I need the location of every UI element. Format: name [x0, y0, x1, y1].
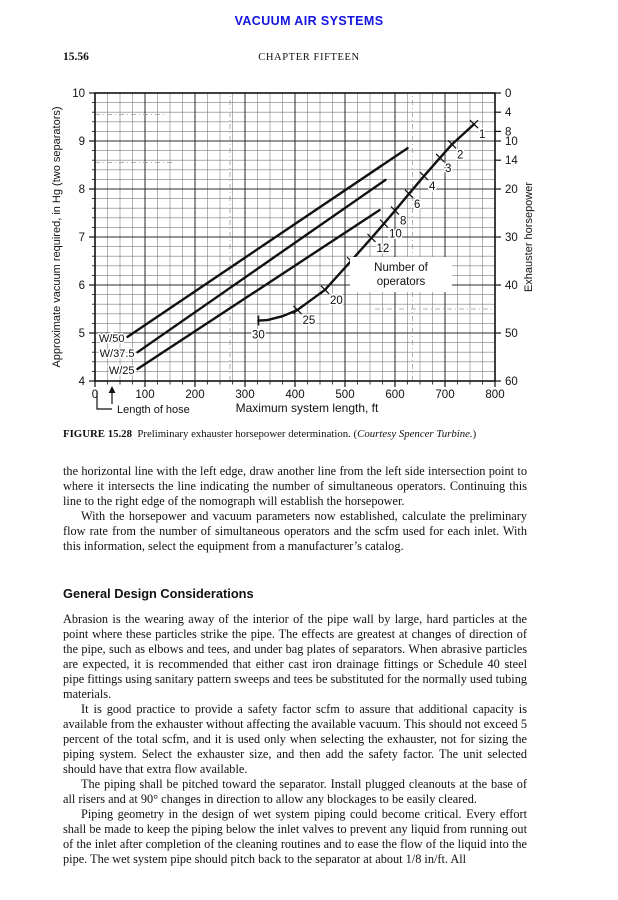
figure-caption-suffix: ) — [472, 428, 477, 440]
grid-major — [95, 93, 495, 381]
svg-text:20: 20 — [505, 184, 518, 196]
hose-line — [128, 148, 408, 337]
svg-text:10: 10 — [505, 136, 518, 148]
x-axis-label: Maximum system length, ft — [235, 401, 379, 415]
svg-text:300: 300 — [235, 389, 255, 401]
operator-marker-label: 25 — [302, 314, 316, 327]
operators-box-line2: operators — [376, 276, 426, 288]
operator-marker-label: 20 — [330, 294, 343, 307]
hose-line-label: W/25 — [108, 365, 135, 377]
svg-text:9: 9 — [78, 136, 85, 148]
operators-box — [350, 257, 452, 292]
figure-caption — [63, 428, 535, 441]
svg-text:600: 600 — [385, 389, 405, 401]
running-header-title: VACUUM AIR SYSTEMS — [234, 14, 384, 28]
svg-text:800: 800 — [485, 389, 505, 401]
paragraph: It is good practice to provide a safety factor scfm to assure that additional capacity is available from the exhauster without affecting the available vacuum. This should not exceed 5 percent of the total scfm, and it is used only when selecting the exhauster, not for sizing the piping system. Select the exhauster size, and then add the safety factor. The unit selected should have that extra flow available. — [63, 702, 527, 776]
svg-text:100: 100 — [135, 389, 155, 401]
svg-text:5: 5 — [78, 328, 85, 340]
paragraph: The piping shall be pitched toward the separator. Install plugged cleanouts at the base of all risers and at 90° changes in direction to allow any blockages to be easily cleared. — [63, 777, 527, 806]
svg-text:14: 14 — [505, 155, 518, 168]
svg-text:200: 200 — [185, 389, 205, 401]
body-text — [63, 464, 527, 867]
figure-caption-text: Preliminary exhauster horsepower determination. ( — [137, 428, 358, 440]
operators-box-line1: Number of — [374, 262, 428, 274]
operator-curve — [259, 124, 475, 325]
operator-marker-label: 1 — [479, 129, 486, 142]
paragraph: Abrasion is the wearing away of the interior of the pipe wall by large, hard particles at the point where these particles strike the pipe. The effects are greatest at changes of direction of the pipe, such as elbows and tees, and under bag plates of separators. When abrasive particles are expected, it is recommended that either cast iron drainage fittings or Schedule 40 steel pipe fittings using sanitary pattern sweeps and tees be substituted for the normally used tubing materials. — [63, 612, 527, 701]
svg-text:700: 700 — [435, 389, 455, 401]
hose-line-label: W/50 — [98, 332, 125, 345]
svg-text:60: 60 — [505, 376, 518, 388]
figure-caption-label: FIGURE 15.28 — [63, 428, 132, 440]
svg-text:8: 8 — [78, 184, 85, 196]
operator-marker-label: 12 — [376, 242, 390, 255]
svg-text:10: 10 — [72, 88, 85, 100]
operator-marker-label: 2 — [457, 149, 464, 162]
svg-text:7: 7 — [78, 232, 85, 244]
page-number: 15.56 — [63, 51, 89, 63]
y-axis-label-left: Approximate vacuum required, in Hg (two separators) — [51, 106, 63, 368]
svg-text:4: 4 — [78, 376, 85, 388]
svg-text:0: 0 — [91, 389, 99, 401]
svg-text:30: 30 — [505, 232, 518, 244]
svg-text:500: 500 — [335, 389, 355, 401]
operator-marker-label: 4 — [429, 181, 436, 194]
operator-marker-label: 8 — [400, 215, 407, 228]
operator-marker-label: 30 — [252, 329, 265, 342]
svg-text:40: 40 — [505, 280, 518, 292]
operator-marker-label: 6 — [414, 198, 421, 211]
paragraph: Piping geometry in the design of wet system piping could become critical. Every effort shall be made to keep the piping below the inlet valves to prevent any liquid from running out of the inlet after completion of the cleaning routines and to ease the flow of the liquid into the pipe. The wet system pipe should pitch back to the separator at about 1/8 in/ft. All — [63, 807, 527, 866]
svg-text:6: 6 — [78, 280, 85, 292]
svg-text:400: 400 — [285, 389, 305, 401]
y-axis-label-right: Exhauster horsepower — [523, 181, 535, 293]
svg-text:4: 4 — [505, 107, 512, 120]
chapter-title: CHAPTER FIFTEEN — [258, 52, 360, 63]
svg-text:0: 0 — [505, 88, 512, 100]
figure-caption-courtesy: Courtesy Spencer Turbine. — [357, 428, 473, 440]
svg-text:50: 50 — [505, 328, 518, 340]
operator-marker-label: 10 — [389, 228, 402, 241]
nomograph-svg — [40, 82, 560, 422]
hose-line — [138, 210, 380, 369]
svg-text:8: 8 — [505, 126, 512, 139]
paragraph: With the horsepower and vacuum parameters now established, calculate the preliminary flow rate from the number of simultaneous operators and the scfm used for each inlet. With this information, select the equipment from a manufacturer’s catalog. — [63, 509, 527, 553]
paragraph: the horizontal line with the left edge, draw another line from the left side intersection point to where it intersects the line indicating the number of simultaneous operators. Continuing this line to the right edge of the nomograph will establish the horsepower. — [63, 464, 527, 508]
hose-line-label: W/37.5 — [99, 348, 135, 361]
operator-markers — [252, 120, 485, 341]
length-of-hose-label: Length of hose — [117, 404, 190, 416]
nomograph-figure — [40, 82, 560, 422]
section-heading: General Design Considerations — [63, 586, 254, 601]
operator-marker-label: 3 — [445, 162, 452, 175]
